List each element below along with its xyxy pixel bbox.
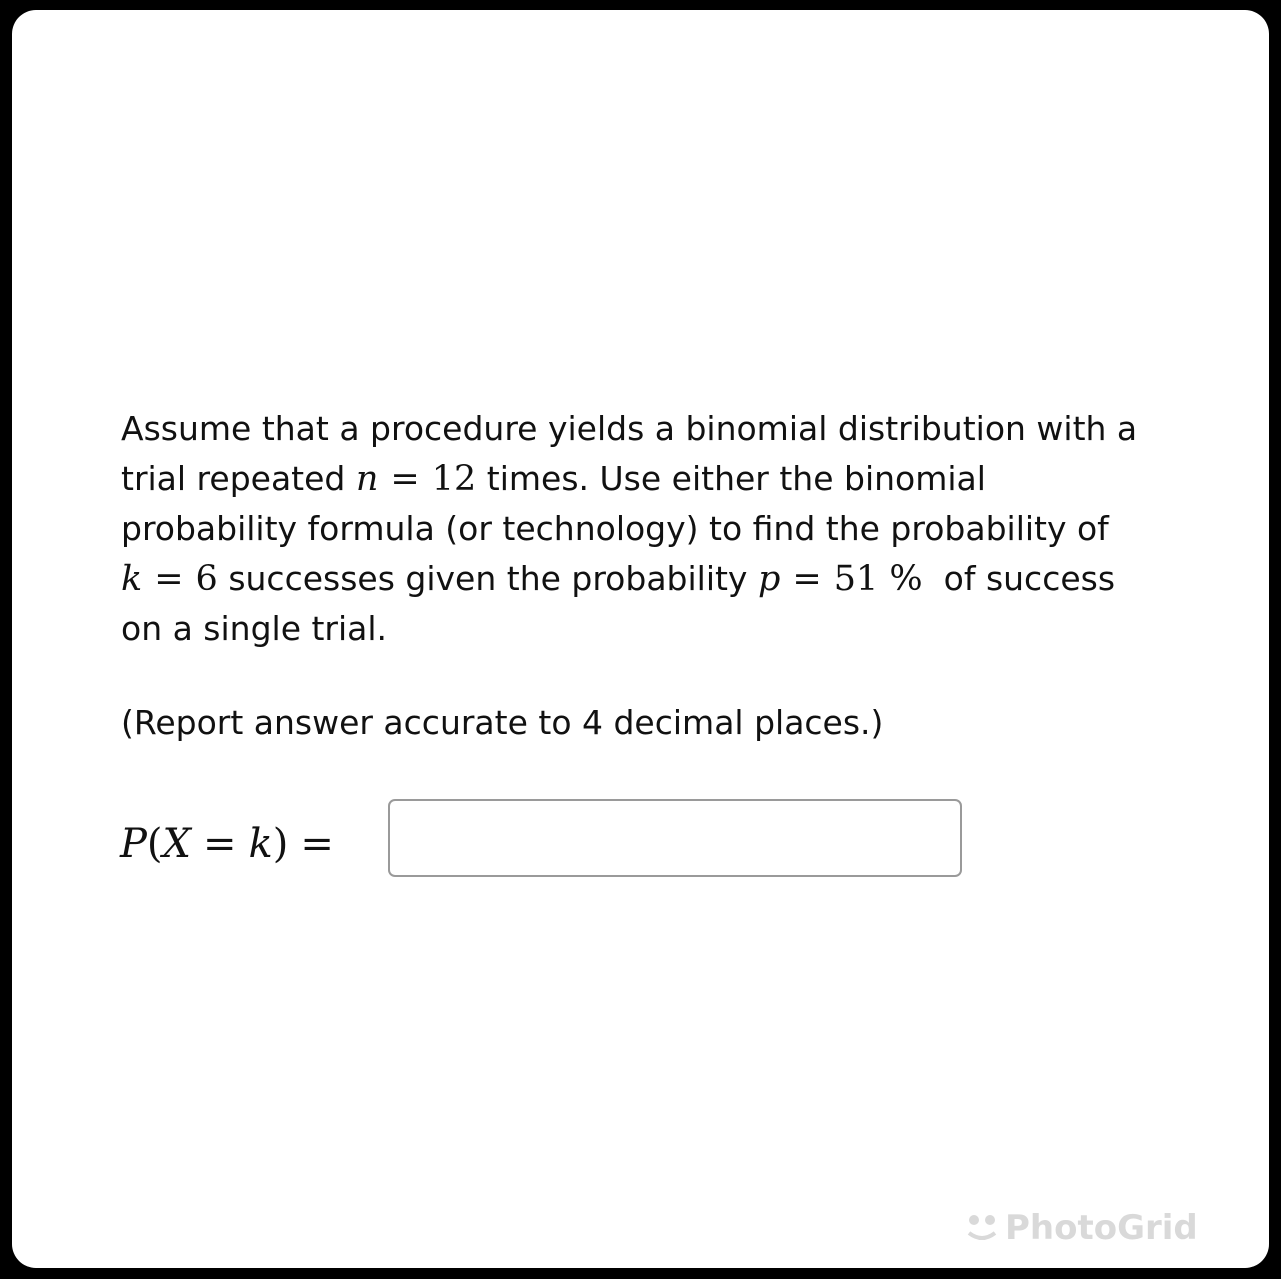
answer-label [120, 816, 346, 872]
math-k-var: k [121, 559, 143, 599]
question-line-2 [121, 454, 1191, 504]
math-k-value: 6 [195, 559, 218, 599]
question-line-4-mid: successes given the probability [228, 559, 748, 598]
answer-label-equals: = [203, 821, 237, 867]
answer-label-X: X [162, 821, 192, 867]
question-line-4 [121, 554, 1191, 604]
answer-label-k: k [248, 821, 273, 867]
watermark-text: PhotoGrid [1005, 1208, 1198, 1248]
math-n-value: 12 [431, 459, 477, 499]
question-line-2-start: trial repeated [121, 459, 346, 498]
photogrid-watermark [965, 1208, 1198, 1248]
math-p-equation [758, 559, 923, 599]
math-percent: % [889, 559, 923, 599]
math-p-value: 51 [833, 559, 879, 599]
question-line-4-end: of success [943, 559, 1116, 598]
math-equals: = [792, 559, 822, 599]
question-line-1 [121, 404, 1191, 454]
math-n-equation [356, 459, 476, 499]
math-equals: = [390, 459, 420, 499]
answer-input[interactable] [388, 799, 962, 877]
photogrid-logo-icon [965, 1211, 999, 1245]
rounding-instruction: (Report answer accurate to 4 decimal places.) [121, 703, 884, 742]
question-line-1-text: Assume that a procedure yields a binomial distribution with a [121, 409, 1138, 448]
math-p-var: p [757, 559, 781, 599]
question-line-3-text: probability formula (or technology) to find the probability of [121, 509, 1109, 548]
question-line-2-end: times. Use either the binomial [486, 459, 986, 498]
answer-label-open-paren: ( [146, 821, 163, 867]
question-card [12, 10, 1269, 1268]
answer-label-equals-2: = [300, 821, 334, 867]
question-line-5 [121, 604, 1191, 654]
answer-label-P: P [120, 821, 147, 867]
question-text [121, 404, 1191, 654]
math-n-var: n [355, 459, 379, 499]
math-k-equation [121, 559, 218, 599]
answer-label-close-paren: ) [272, 821, 289, 867]
question-line-5-text: on a single trial. [121, 609, 388, 648]
math-equals: = [154, 559, 184, 599]
question-line-3 [121, 504, 1191, 554]
